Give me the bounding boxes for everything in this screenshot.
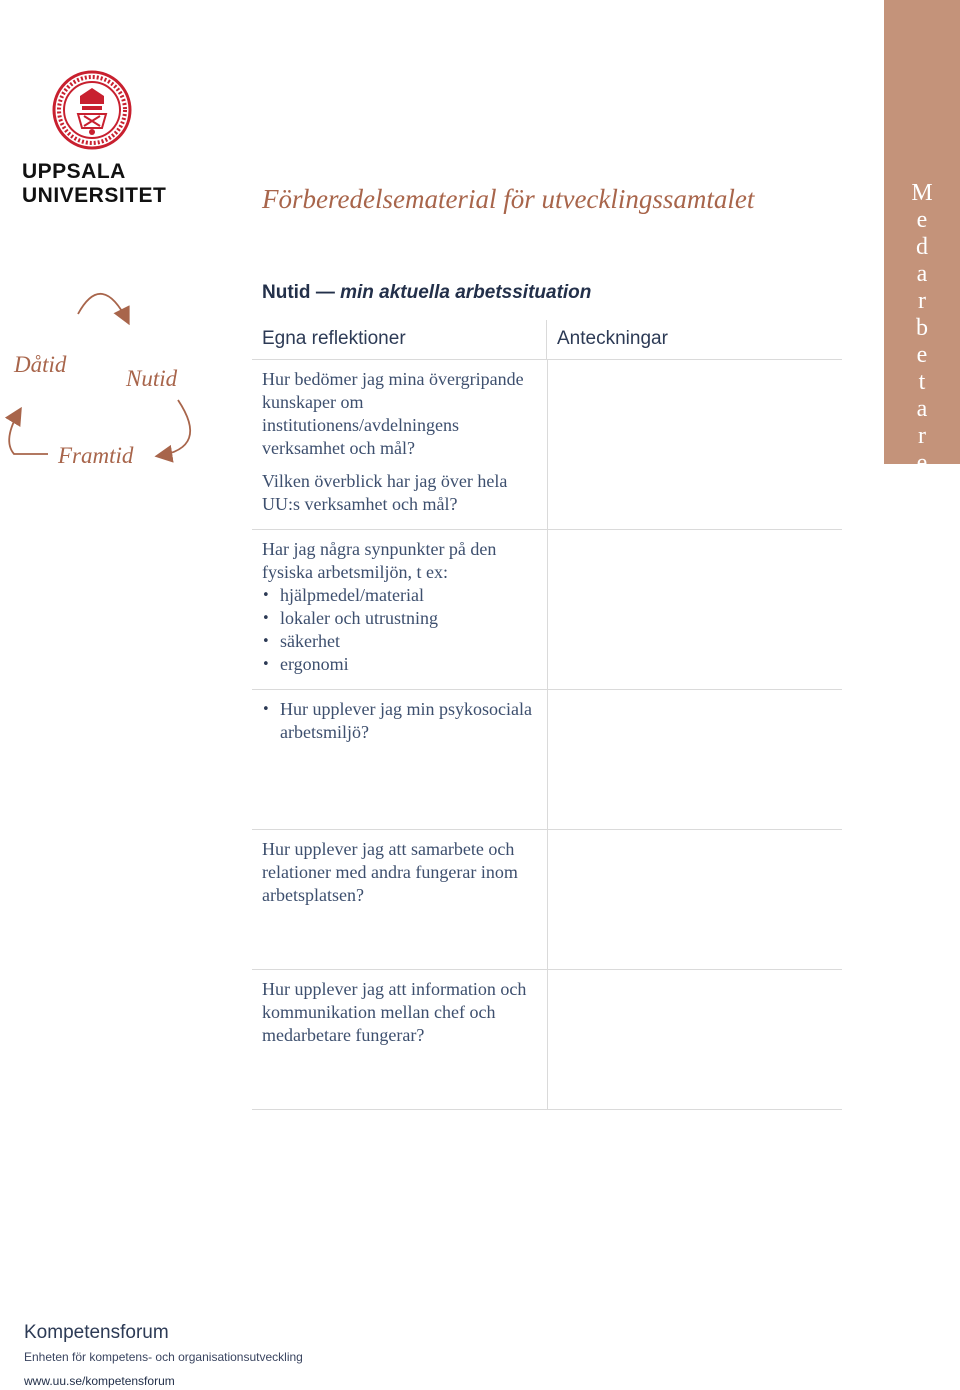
university-logo <box>22 70 172 208</box>
list-item: • ergonomi <box>262 653 543 676</box>
column-header-notes: Anteckningar <box>546 320 842 359</box>
time-cycle-diagram <box>0 270 230 480</box>
sidebar-letter: r <box>918 423 926 449</box>
list-item: • lokaler och utrustning <box>262 607 543 630</box>
question-text: Hur upplever jag att information och kommunikation mellan chef och medarbetare fungerar? <box>262 979 527 1045</box>
university-seal-icon <box>52 70 132 150</box>
question-text: Vilken överblick har jag över hela UU:s verksamhet och mål? <box>262 471 508 514</box>
sidebar-letter: e <box>916 450 928 476</box>
reflection-table <box>252 320 842 1110</box>
footer-name: Kompetensforum <box>24 1322 169 1343</box>
question-text: Hur upplever jag att samarbete och relationer med andra fungerar inom arbetsplatsen? <box>262 839 518 905</box>
section-title-italic: min aktuella arbetssituation <box>340 282 592 303</box>
column-header-reflections: Egna reflektioner <box>262 328 406 349</box>
section-title-bold: Nutid — <box>262 282 335 303</box>
sidebar-letter: a <box>916 396 928 422</box>
notes-cell[interactable] <box>547 360 842 529</box>
bullet-list <box>262 584 543 676</box>
question-text: Har jag några synpunkter på den fysiska arbetsmiljön, t ex: <box>262 539 497 582</box>
table-row <box>252 690 842 830</box>
sidebar-letter: a <box>916 261 928 287</box>
table-row <box>252 970 842 1110</box>
table-header <box>252 320 842 360</box>
sidebar-letter: e <box>916 207 928 233</box>
footer-url-link[interactable]: www.uu.se/kompetensforum <box>24 1374 175 1388</box>
sidebar-letter: r <box>918 288 926 314</box>
list-item: • säkerhet <box>262 630 543 653</box>
cycle-label-past: Dåtid <box>14 352 67 377</box>
notes-cell[interactable] <box>547 530 842 689</box>
list-item: • hjälpmedel/material <box>262 584 543 607</box>
sidebar-letter: b <box>916 315 928 341</box>
document-title: Förberedelsematerial för utvecklingssamtalet <box>262 184 755 214</box>
sidebar-letter: t <box>918 369 926 395</box>
logo-line-1: UPPSALA <box>22 160 126 183</box>
question-text: Hur bedömer jag mina övergripande kunskaper om institutionens/avdelningens verksamhet och mål? <box>262 369 524 458</box>
sidebar-tab-medarbetare <box>884 0 960 476</box>
sidebar-letter: d <box>916 234 928 260</box>
cycle-label-future: Framtid <box>58 443 134 468</box>
table-row <box>252 830 842 970</box>
section-title <box>262 282 591 304</box>
logo-line-2: UNIVERSITET <box>22 184 167 207</box>
footer-subtitle: Enheten för kompetens- och organisationsutveckling <box>24 1350 303 1364</box>
notes-cell[interactable] <box>547 830 842 969</box>
cycle-label-present: Nutid <box>126 366 178 391</box>
notes-cell[interactable] <box>547 690 842 829</box>
footer <box>24 1322 303 1364</box>
notes-cell[interactable] <box>547 970 842 1109</box>
sidebar-letter: e <box>916 342 928 368</box>
table-row <box>252 360 842 530</box>
bullet-list <box>262 698 543 744</box>
table-row <box>252 530 842 690</box>
list-item: • Hur upplever jag min psykosociala arbetsmiljö? <box>262 698 543 744</box>
sidebar-letter: M <box>911 180 933 206</box>
